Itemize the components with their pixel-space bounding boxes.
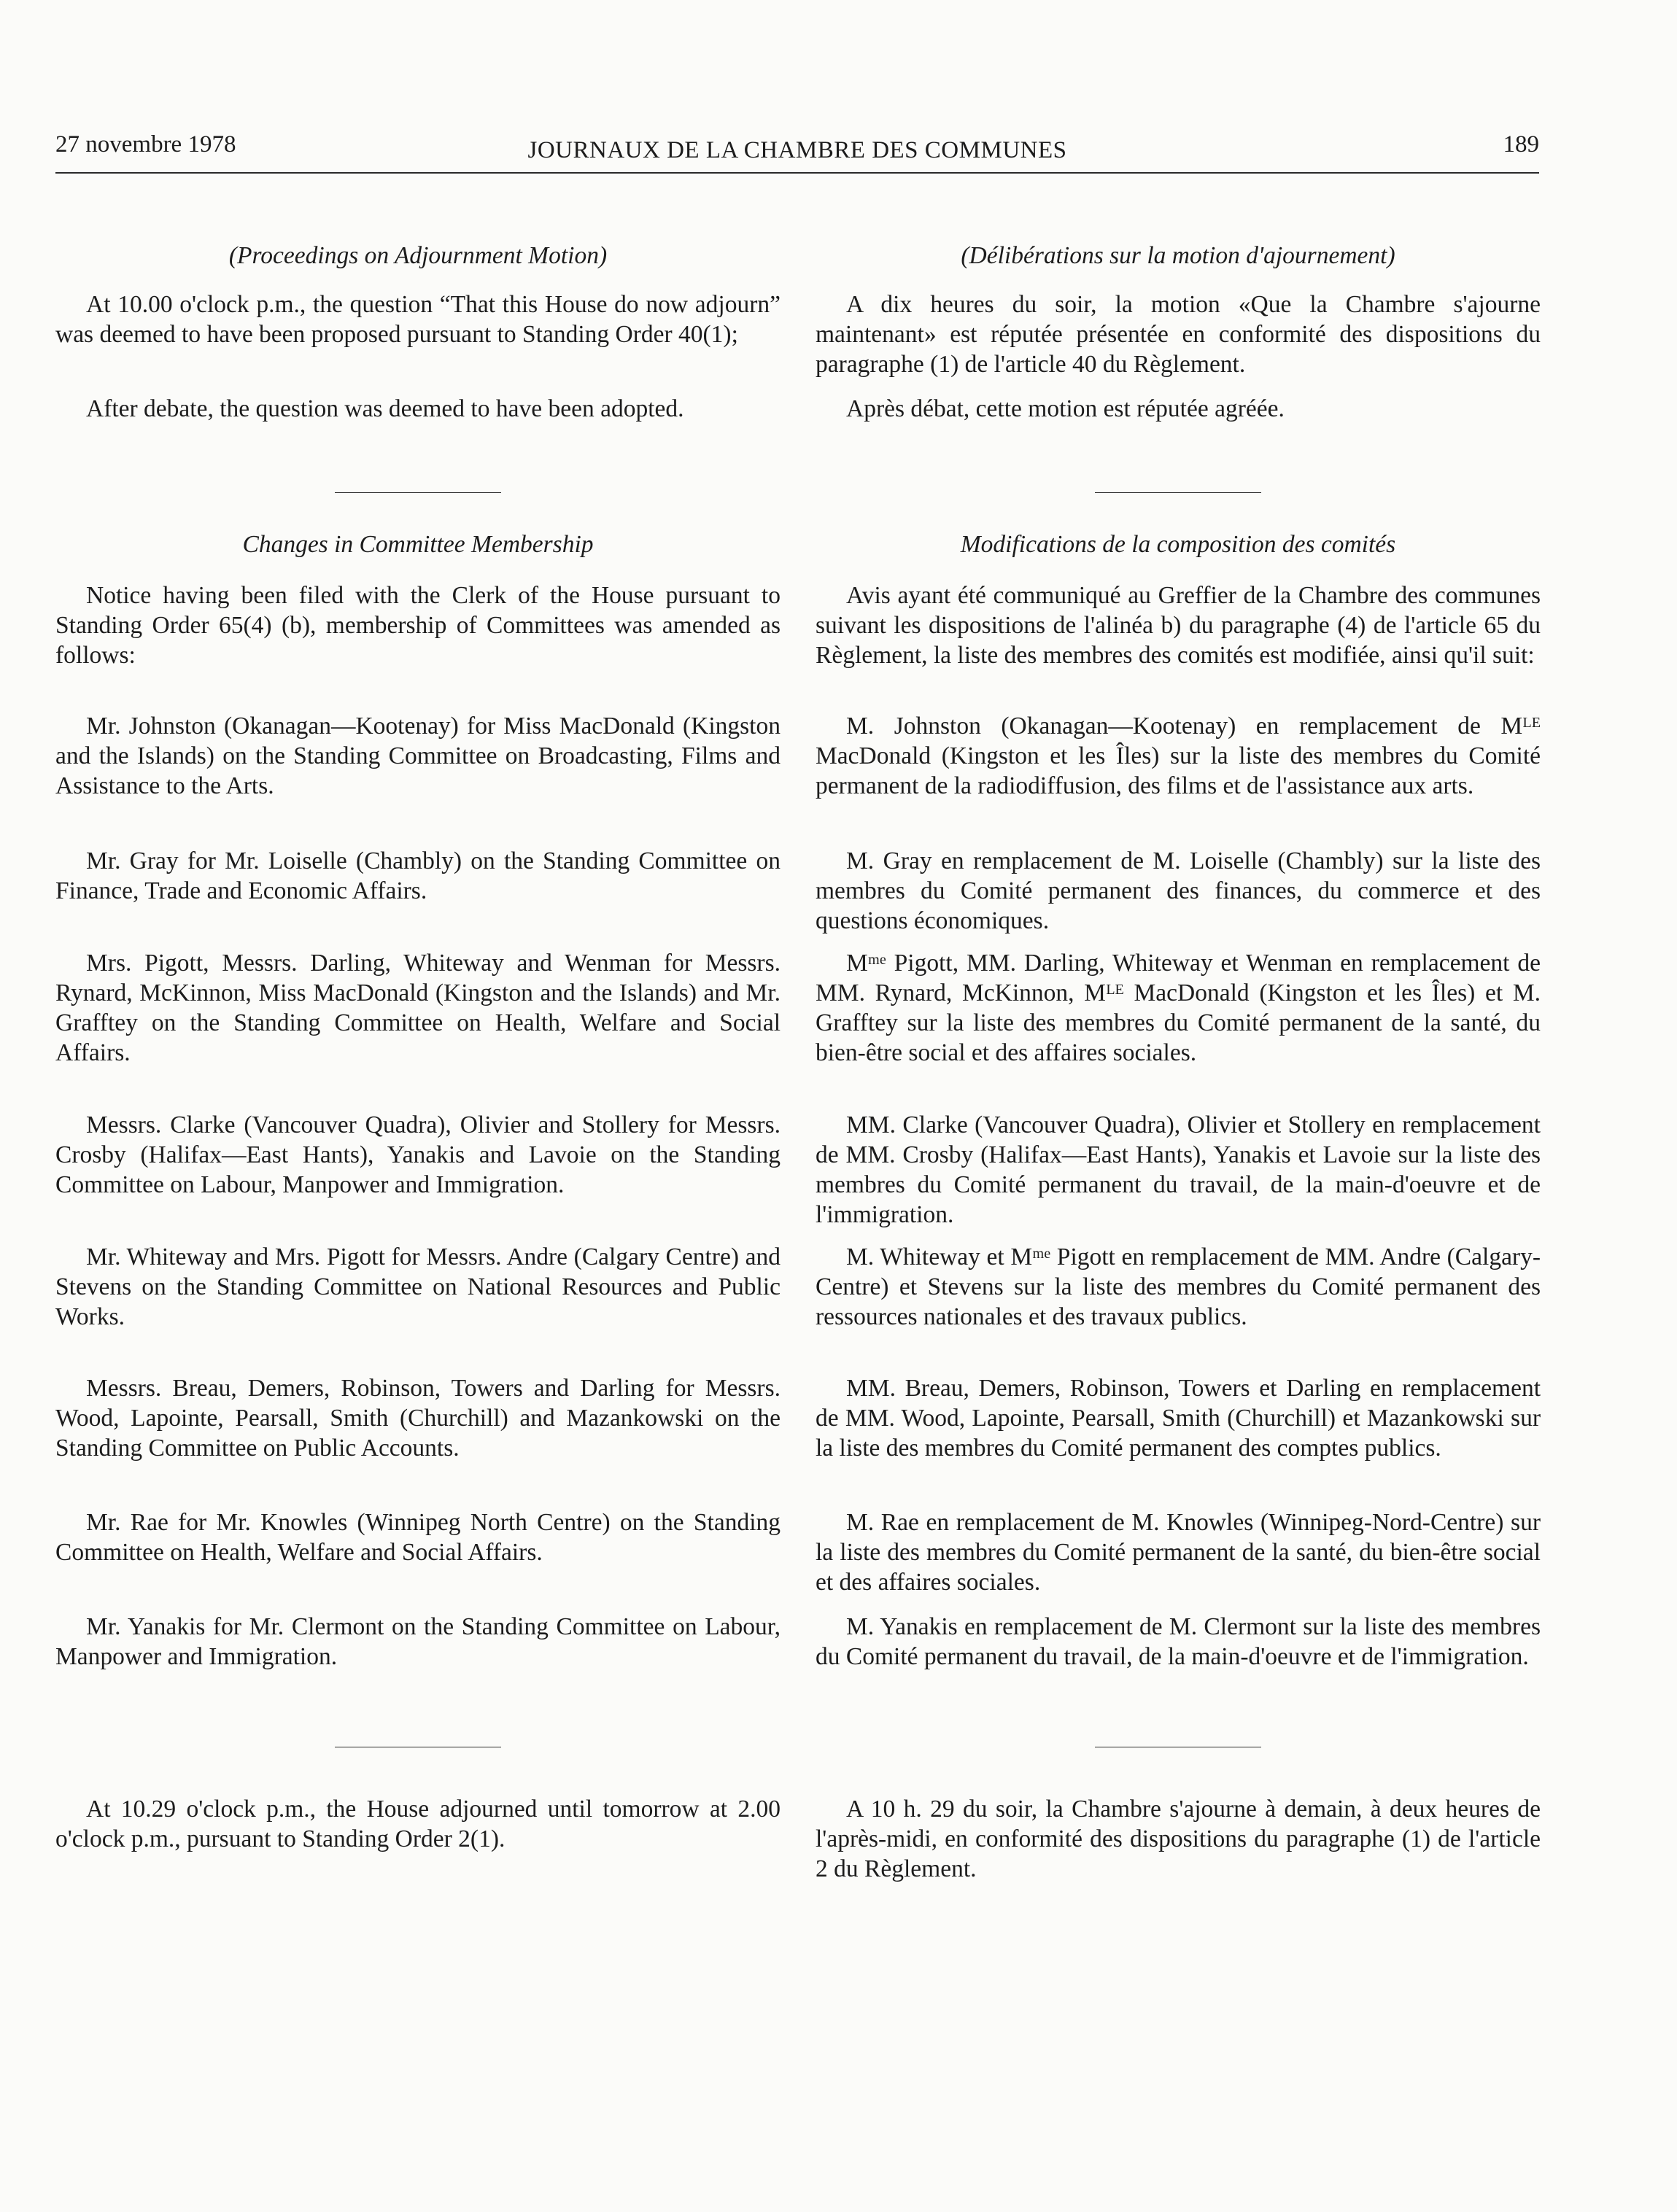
membership-change: M. Rae en remplacement de M. Knowles (Winnipeg-Nord-Centre) sur la liste des membres du Comité permanent de la santé, du bien-être social et des affaires sociales. [816, 1509, 1541, 1596]
membership-change: Mr. Yanakis for Mr. Clermont on the Standing Committee on Labour, Manpower and Immigration. [55, 1613, 781, 1670]
page-header [55, 131, 1539, 174]
membership-change: Mr. Rae for Mr. Knowles (Winnipeg North Centre) on the Standing Committee on Health, Welfare and Social Affairs. [55, 1509, 781, 1566]
notice-paragraph: Avis ayant été communiqué au Greffier de la Chambre des communes suivant les dispositions de l'alinéa b) du paragraphe (4) de l'article 65 du Règlement, la liste des membres des comités est modifiée, ainsi qu'il suit: [816, 582, 1541, 669]
adjournment-paragraph: At 10.00 o'clock p.m., the question “That this House do now adjourn” was deemed to have been proposed pursuant to Standing Order 40(1); [55, 291, 781, 348]
notice-paragraph: Notice having been filed with the Clerk of the House pursuant to Standing Order 65(4) (b), membership of Committees was amended as follows: [55, 582, 781, 669]
committee-heading: Changes in Committee Membership [242, 531, 594, 558]
adjournment-paragraph: A dix heures du soir, la motion «Que la Chambre s'ajourne maintenant» est réputée présentée en conformité des dispositions du paragraphe (1) de l'article 40 du Règlement. [816, 291, 1541, 378]
journal-title: JOURNAUX DE LA CHAMBRE DES COMMUNES [527, 137, 1067, 163]
membership-change: M. Yanakis en remplacement de M. Clermont sur la liste des membres du Comité permanent du travail, de la main-d'oeuvre et de l'immigration. [816, 1613, 1541, 1670]
membership-change: Mr. Johnston (Okanagan—Kootenay) for Miss MacDonald (Kingston and the Islands) on the Standing Committee on Broadcasting, Films and Assistance to the Arts. [55, 713, 781, 799]
closing-paragraph: A 10 h. 29 du soir, la Chambre s'ajourne à demain, à deux heures de l'après-midi, en conformité des dispositions du paragraphe (1) de l'article 2 du Règlement. [816, 1796, 1541, 1882]
adjournment-heading: (Délibérations sur la motion d'ajournement) [961, 242, 1395, 269]
section-divider [335, 492, 501, 493]
membership-change: Messrs. Clarke (Vancouver Quadra), Olivier and Stollery for Messrs. Crosby (Halifax—East Hants), Yanakis and Lavoie on the Standing Committee on Labour, Manpower and Immigration. [55, 1111, 781, 1198]
membership-change: Mrs. Pigott, Messrs. Darling, Whiteway and Wenman for Messrs. Rynard, McKinnon, Miss MacDonald (Kingston and the Islands) and Mr. Grafftey on the Standing Committee on Health, Welfare and Social Affairs. [55, 950, 781, 1066]
membership-change: M. Johnston (Okanagan—Kootenay) en remplacement de Mᴸᴱ MacDonald (Kingston et les Îles) sur la liste des membres du Comité permanent de la radiodiffusion, des films et de l'assistance aux arts. [816, 713, 1541, 799]
committee-heading: Modifications de la composition des comités [960, 531, 1396, 558]
adjournment-result: After debate, the question was deemed to have been adopted. [86, 395, 684, 422]
adjournment-result: Après débat, cette motion est réputée agréée. [846, 395, 1285, 422]
membership-change: M. Gray en remplacement de M. Loiselle (Chambly) sur la liste des membres du Comité permanent des finances, du commerce et des questions économiques. [816, 847, 1541, 934]
membership-change: Messrs. Breau, Demers, Robinson, Towers and Darling for Messrs. Wood, Lapointe, Pearsall, Smith (Churchill) and Mazankowski on the Standing Committee on Public Accounts. [55, 1375, 781, 1462]
adjournment-heading: (Proceedings on Adjournment Motion) [228, 242, 608, 269]
page-number: 189 [1503, 131, 1539, 158]
membership-change: MM. Breau, Demers, Robinson, Towers et Darling en remplacement de MM. Wood, Lapointe, Pearsall, Smith (Churchill) et Mazankowski sur la liste des membres du Comité permanent des comptes publics. [816, 1375, 1541, 1462]
membership-change: Mᵐᵉ Pigott, MM. Darling, Whiteway et Wenman en remplacement de MM. Rynard, McKinnon, Mᴸᴱ MacDonald (Kingston et les Îles) et M. Grafftey sur la liste des membres du Comité permanent de la santé, du bien-être social et des affaires sociales. [816, 950, 1541, 1066]
membership-change: Mr. Whiteway and Mrs. Pigott for Messrs. Andre (Calgary Centre) and Stevens on the Standing Committee on National Resources and Public Works. [55, 1243, 781, 1330]
section-divider [1095, 492, 1261, 493]
membership-change: M. Whiteway et Mᵐᵉ Pigott en remplacement de MM. Andre (Calgary-Centre) et Stevens sur la liste des membres du Comité permanent des ressources nationales et des travaux publics. [816, 1243, 1541, 1330]
membership-change: Mr. Gray for Mr. Loiselle (Chambly) on the Standing Committee on Finance, Trade and Economic Affairs. [55, 847, 781, 904]
membership-change: MM. Clarke (Vancouver Quadra), Olivier et Stollery en remplacement de MM. Crosby (Halifax—East Hants), Yanakis et Lavoie sur la liste des membres du Comité permanent du travail, de la main-d'oeuvre et de l'immigration. [816, 1111, 1541, 1228]
closing-paragraph: At 10.29 o'clock p.m., the House adjourned until tomorrow at 2.00 o'clock p.m., pursuant to Standing Order 2(1). [55, 1796, 781, 1852]
header-date: 27 novembre 1978 [55, 131, 236, 158]
